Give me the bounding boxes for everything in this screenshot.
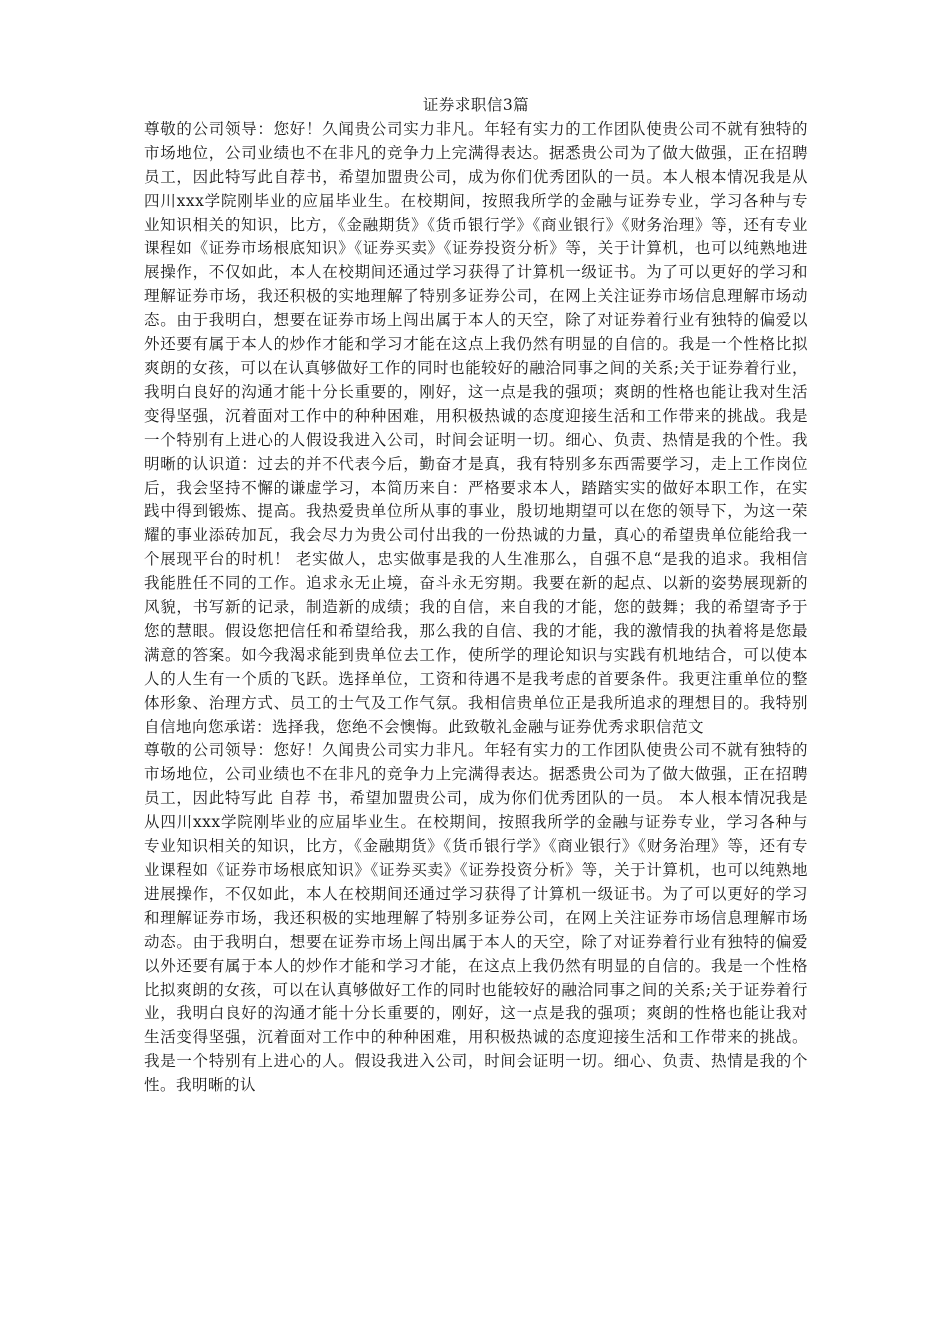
letter-paragraph-2: 尊敬的公司领导：您好！久闻贵公司实力非凡。年轻有实力的工作团队使贵公司不就有独特的市场地位，公司业绩也不在非凡的竞争力上完满得表达。据悉贵公司为了做大做强，正在招聘员工，因此特写此 自荐 书，希望加盟贵公司，成为你们优秀团队的一员。 本人根本情况我是从四川xxx学院刚毕业的应届毕业生。在校期间，按照我所学的金融与证券专业，学习各种与专业知识相关的知识，比方，《金融期货》《货币银行学》《商业银行》《财务治理》等，还有专业课程如《证券市场根底知识》《证券买卖》《证券投资分析》等，关于计算机，也可以纯熟地进展操作，不仅如此，本人在校期间还通过学习获得了计算机一级证书。为了可以更好的学习和理解证券市场，我还积极的实地理解了特别多证券公司，在网上关注证券市场信息理解市场动态。由于我明白，想要在证券市场上闯出属于本人的天空，除了对证券着行业有独特的偏爱以外还要有属于本人的炒作才能和学习才能，在这点上我仍然有明显的自信的。我是一个性格比拟爽朗的女孩，可以在认真够做好工作的同时也能较好的融洽同事之间的关系;关于证券着行业，我明白良好的沟通才能十分长重要的，刚好，这一点是我的强项；爽朗的性格也能让我对生活变得坚强，沉着面对工作中的种种困难，用积极热诚的态度迎接生活和工作带来的挑战。我是一个特别有上进心的人。假设我进入公司，时间会证明一切。细心、负责、热情是我的个性。我明晰的认 xyxy=(144,741,808,1095)
letter-paragraph-1: 尊敬的公司领导：您好！久闻贵公司实力非凡。年轻有实力的工作团队使贵公司不就有独特的市场地位，公司业绩也不在非凡的竞争力上完满得表达。据悉贵公司为了做大做强，正在招聘员工，因此特写此自荐书，希望加盟贵公司，成为你们优秀团队的一员。本人根本情况我是从四川xxx学院刚毕业的应届毕业生。在校期间，按照我所学的金融与证券专业，学习各种与专业知识相关的知识，比方，《金融期货》《货币银行学》《商业银行》《财务治理》等，还有专业课程如《证券市场根底知识》《证券买卖》《证券投资分析》等，关于计算机，也可以纯熟地进展操作，不仅如此，本人在校期间还通过学习获得了计算机一级证书。为了可以更好的学习和理解证券市场，我还积极的实地理解了特别多证券公司，在网上关注证券市场信息理解市场动态。由于我明白，想要在证券市场上闯出属于本人的天空，除了对证券着行业有独特的偏爱以外还要有属于本人的炒作才能和学习才能在这点上我仍然有明显的自信的。我是一个性格比拟爽朗的女孩，可以在认真够做好工作的同时也能较好的融洽同事之间的关系;关于证券着行业，我明白良好的沟通才能十分长重要的，刚好，这一点是我的强项；爽朗的性格也能让我对生活变得坚强，沉着面对工作中的种种困难，用积极热诚的态度迎接生活和工作带来的挑战。我是一个特别有上进心的人假设我进入公司，时间会证明一切。细心、负责、热情是我的个性。我明晰的认识道：过去的并不代表今后，勤奋才是真，我有特别多东西需要学习，走上工作岗位后，我会坚持不懈的谦虚学习，本简历来自：严格要求本人，踏踏实实的做好本职工作，在实践中得到锻炼、提高。我热爱贵单位所从事的事业，殷切地期望可以在您的领导下，为这一荣耀的事业添砖加瓦，我会尽力为贵公司付出我的一份热诚的力量，真心的希望贵单位能给我一个展现平台的时机！ 老实做人，忠实做事是我的人生准那么，自强不息“是我的追求。我相信我能胜任不同的工作。追求永无止境，奋斗永无穷期。我要在新的起点、以新的姿势展现新的风貌，书写新的记录，制造新的成绩；我的自信，来自我的才能，您的鼓舞；我的希望寄予于您的慧眼。假设您把信任和希望给我，那么我的自信、我的才能，我的激情我的执着将是您最满意的答案。如今我渴求能到贵单位去工作，使所学的理论知识与实践有机地结合，可以使本人的人生有一个质的飞跃。选择单位，工资和待遇不是我考虑的首要条件。我更注重单位的整体形象、治理方式、员工的士气及工作气氛。我相信贵单位正是我所追求的理想目的。我特别自信地向您承诺：选择我，您绝不会懊悔。此致敬礼金融与证券优秀求职信范文 xyxy=(144,119,808,736)
document-title: 证券求职信3篇 xyxy=(422,96,530,114)
document-body xyxy=(144,94,808,1098)
